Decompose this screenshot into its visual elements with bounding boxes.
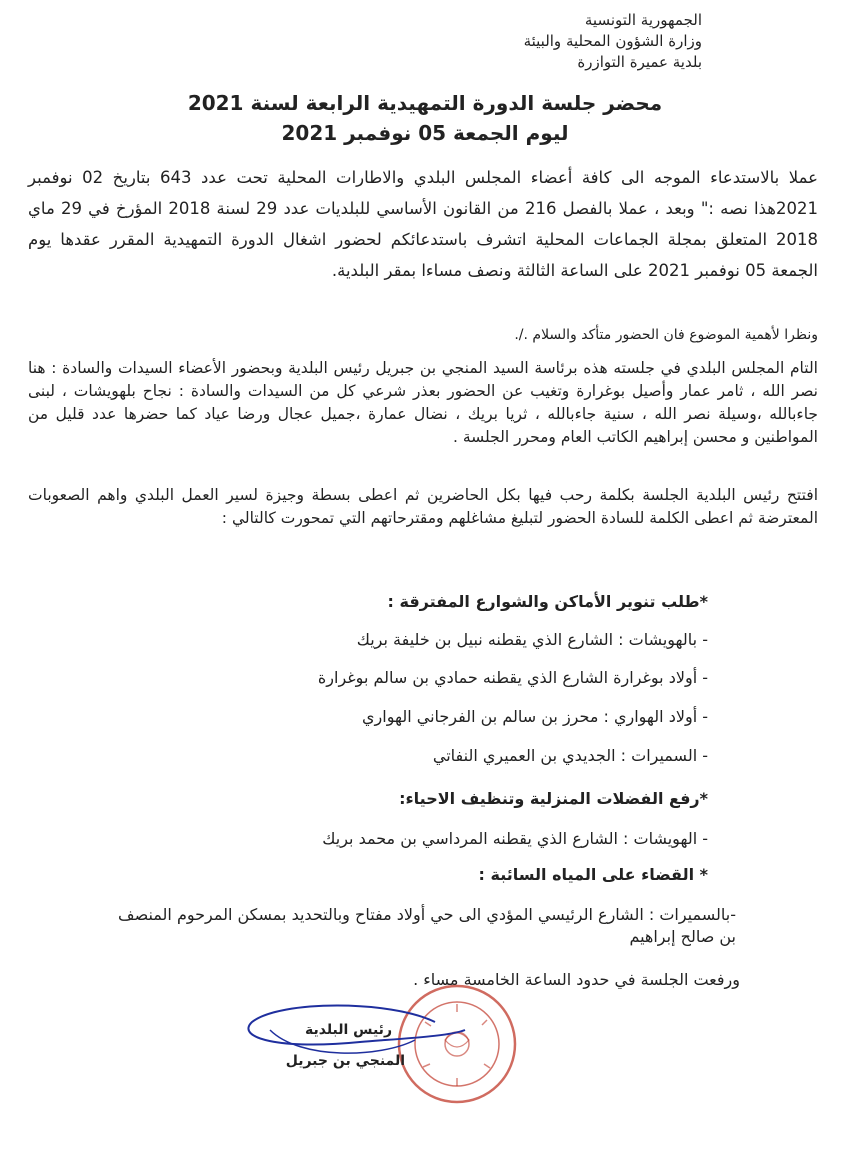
signatory-role: رئيس البلدية (304, 1022, 392, 1038)
title-line-1: محضر جلسة الدورة التمهيدية الرابعة لسنة 2021 (187, 91, 663, 115)
header-municipality: بلدية عميرة التوازرة (577, 53, 702, 71)
document-title (0, 88, 850, 148)
section-water (8, 865, 736, 947)
list-item: - السميرات : الجديدي بن العميري النفاتي (432, 746, 708, 765)
header-republic: الجمهورية التونسية (584, 11, 702, 29)
attendance-paragraph: التام المجلس البلدي في جلسته هذه برئاسة السيد المنجي بن جبريل رئيس البلدية وبحضور الأعضاء السيدات والسادة : هنا نصر الله ، ثامر عمار وأصيل بوغرارة وتغيب عن الحضور بعذر شرعي كل من السيدات والسادة : نجاح بلهويشات ، لبنى جاءبالله ،وسيلة نصر الله ، سنية جاءبالله ، ثريا بريك ، نضال عمارة ،جميل عجال ورضا عياد كما حضرها عدد قليل من المواطنين و محسن إبراهيم الكاتب العام ومحرر الجلسة . (28, 359, 818, 446)
list-item: - أولاد الهواري : محرز بن سالم بن الفرجاني الهواري (362, 707, 708, 726)
list-item: - بالهويشات : الشارع الذي يقطنه نبيل بن خليفة بريك (356, 630, 708, 649)
document-header (524, 10, 702, 73)
section-title: *طلب تنوير الأماكن والشوارع المفترقة : (387, 592, 708, 611)
intro-paragraph: عملا بالاستدعاء الموجه الى كافة أعضاء المجلس البلدي والاطارات المحلية تحت عدد 643 بتاريخ 02 نوفمبر 2021هذا نصه :" وبعد ، عملا بالفصل 216 من القانون الأساسي للبلديات عدد 29 لسنة 2018 المؤرخ في 29 ماي 2018 المتعلق بمجلة الجماعات المحلية اتشرف باستدعائكم لحضور اشغال الدورة التمهيدية المقرر عقدها يوم الجمعة 05 نوفمبر 2021 على الساعة الثالثة ونصف مساءا بمقر البلدية. (28, 168, 818, 280)
section-title: *رفع الفضلات المنزلية وتنظيف الاحياء: (399, 789, 708, 808)
title-line-2: ليوم الجمعة 05 نوفمبر 2021 (281, 121, 569, 145)
signatory-name: المنجي بن جبريل (285, 1053, 405, 1069)
list-item: -بالسميرات : الشارع الرئيسي المؤدي الى حي أولاد مفتاح وبالتحديد بمسكن المرحوم المنصف (118, 905, 736, 924)
list-item: - الهويشات : الشارع الذي يقطنه المرداسي بن محمد بريك (322, 829, 708, 848)
section-lighting (48, 592, 708, 766)
list-item: - أولاد بوغرارة الشارع الذي يقطنه حمادي بن سالم بوغرارة (317, 668, 708, 687)
list-item: بن صالح إبراهيم (629, 927, 736, 946)
importance-note: ونظرا لأهمية الموضوع فان الحضور متأكد والسلام ./. (514, 327, 818, 343)
section-title: * القضاء على المياه السائبة : (478, 865, 708, 884)
opening-paragraph: افتتح رئيس البلدية الجلسة بكلمة رحب فيها بكل الحاضرين ثم اعطى بسطة وجيزة لسير العمل البلدي واهم الصعوبات المعترضة ثم اعطى الكلمة للسادة الحضور لتبليغ مشاغلهم ومقترحاتهم التي تمحورت كالتالي : (28, 486, 818, 527)
section-waste (48, 789, 708, 849)
header-ministry: وزارة الشؤون المحلية والبيئة (523, 32, 702, 50)
closing-statement: ورفعت الجلسة في حدود الساعة الخامسة مساء . (413, 970, 740, 989)
